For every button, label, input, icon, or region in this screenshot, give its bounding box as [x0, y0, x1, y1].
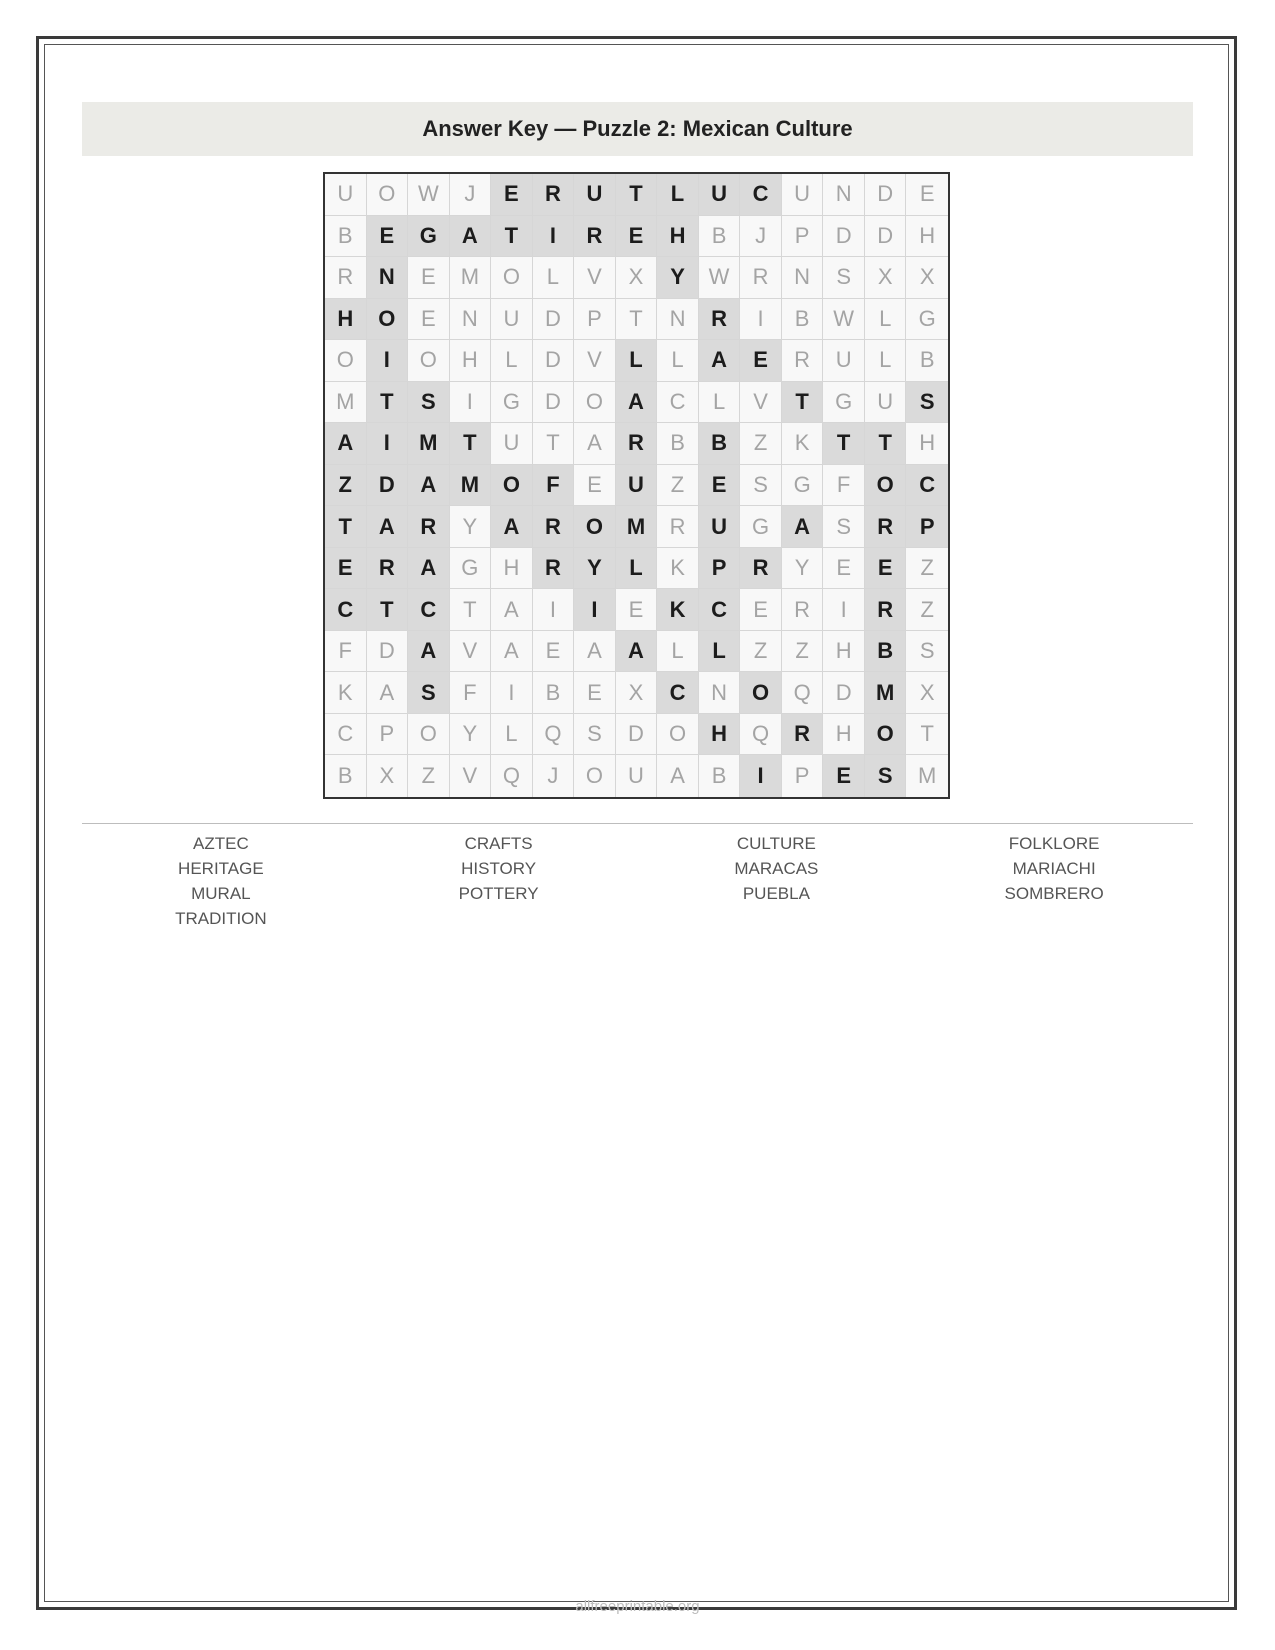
grid-cell: G — [782, 465, 824, 507]
grid-cell: U — [325, 174, 367, 216]
grid-cell: M — [408, 423, 450, 465]
grid-cell: X — [906, 672, 948, 714]
grid-cell: L — [699, 631, 741, 673]
grid-cell: E — [906, 174, 948, 216]
grid-cell: L — [865, 340, 907, 382]
grid-cell: D — [533, 340, 575, 382]
grid-cell: S — [906, 382, 948, 424]
grid-cell: X — [367, 755, 409, 797]
grid-cell: S — [740, 465, 782, 507]
grid-cell: U — [616, 465, 658, 507]
grid-cell: R — [865, 589, 907, 631]
grid-cell: L — [491, 340, 533, 382]
word-list-item: HISTORY — [461, 859, 537, 878]
grid-cell: D — [367, 631, 409, 673]
grid-cell: B — [699, 423, 741, 465]
grid-cell: U — [782, 174, 824, 216]
grid-cell: H — [906, 423, 948, 465]
grid-cell: R — [408, 506, 450, 548]
grid-cell: O — [574, 382, 616, 424]
grid-cell: Q — [533, 714, 575, 756]
grid-cell: E — [616, 589, 658, 631]
grid-cell: G — [450, 548, 492, 590]
grid-cell: P — [574, 299, 616, 341]
grid-cell: B — [906, 340, 948, 382]
grid-cell: S — [408, 382, 450, 424]
grid-cell: T — [491, 216, 533, 258]
grid-cell: B — [699, 216, 741, 258]
grid-cell: Z — [782, 631, 824, 673]
grid-cell: A — [616, 631, 658, 673]
grid-cell: U — [616, 755, 658, 797]
grid-cell: R — [782, 340, 824, 382]
grid-cell: E — [408, 299, 450, 341]
grid-cell: R — [782, 589, 824, 631]
grid-cell: T — [782, 382, 824, 424]
grid-cell: O — [408, 714, 450, 756]
grid-cell: O — [491, 257, 533, 299]
grid-cell: B — [325, 755, 367, 797]
grid-cell: B — [865, 631, 907, 673]
grid-cell: E — [533, 631, 575, 673]
grid-cell: A — [782, 506, 824, 548]
grid-cell: L — [865, 299, 907, 341]
grid-cell: L — [616, 340, 658, 382]
grid-cell: C — [906, 465, 948, 507]
grid-cell: V — [574, 257, 616, 299]
grid-cell: P — [906, 506, 948, 548]
grid-cell: K — [657, 589, 699, 631]
grid-cell: D — [533, 382, 575, 424]
grid-cell: L — [699, 382, 741, 424]
grid-cell: Z — [906, 589, 948, 631]
grid-cell: H — [450, 340, 492, 382]
grid-cell: E — [699, 465, 741, 507]
grid-cell: S — [906, 631, 948, 673]
page-title: Answer Key — Puzzle 2: Mexican Culture — [422, 116, 853, 141]
word-list-item: FOLKLORE — [1008, 834, 1100, 853]
grid-cell: C — [657, 672, 699, 714]
grid-cell: P — [699, 548, 741, 590]
grid-cell: K — [782, 423, 824, 465]
grid-cell: S — [574, 714, 616, 756]
word-list-item: HERITAGE — [178, 859, 264, 878]
grid-cell: T — [865, 423, 907, 465]
grid-cell: U — [699, 506, 741, 548]
grid-cell: Q — [491, 755, 533, 797]
grid-cell: X — [616, 672, 658, 714]
grid-cell: B — [533, 672, 575, 714]
grid-cell: E — [325, 548, 367, 590]
grid-cell: O — [657, 714, 699, 756]
grid-cell: R — [533, 506, 575, 548]
grid-cell: X — [616, 257, 658, 299]
grid-cell: A — [491, 631, 533, 673]
grid-cell: M — [450, 465, 492, 507]
grid-cell: T — [616, 174, 658, 216]
grid-cell: O — [740, 672, 782, 714]
word-list-item: POTTERY — [458, 884, 539, 903]
grid-cell: Y — [782, 548, 824, 590]
grid-cell: S — [865, 755, 907, 797]
grid-cell: G — [740, 506, 782, 548]
grid-cell: J — [533, 755, 575, 797]
grid-cell: I — [491, 672, 533, 714]
word-list-item: TRADITION — [175, 909, 267, 928]
grid-cell: E — [823, 548, 865, 590]
grid-cell: V — [450, 631, 492, 673]
grid-cell: V — [740, 382, 782, 424]
grid-cell: Y — [574, 548, 616, 590]
grid-cell: L — [533, 257, 575, 299]
grid-cell: M — [450, 257, 492, 299]
grid-cell: Z — [408, 755, 450, 797]
grid-cell: C — [325, 714, 367, 756]
grid-cell: O — [491, 465, 533, 507]
footer-url: allfreeprintable.org — [575, 1598, 700, 1615]
grid-cell: R — [574, 216, 616, 258]
grid-cell: T — [616, 299, 658, 341]
grid-cell: F — [533, 465, 575, 507]
grid-cell: G — [906, 299, 948, 341]
grid-cell: O — [408, 340, 450, 382]
grid-cell: I — [574, 589, 616, 631]
grid-cell: L — [616, 548, 658, 590]
grid-cell: A — [408, 631, 450, 673]
grid-cell: Q — [782, 672, 824, 714]
grid-cell: C — [740, 174, 782, 216]
grid-cell: R — [367, 548, 409, 590]
grid-cell: Y — [657, 257, 699, 299]
grid-cell: T — [367, 382, 409, 424]
grid-cell: I — [367, 423, 409, 465]
title-bar — [82, 102, 1193, 156]
grid-cell: E — [823, 755, 865, 797]
word-list-item: SOMBRERO — [1004, 884, 1104, 903]
grid-cell: A — [657, 755, 699, 797]
grid-cell: O — [865, 465, 907, 507]
grid-cell: N — [657, 299, 699, 341]
grid-cell: E — [491, 174, 533, 216]
grid-cell: A — [574, 631, 616, 673]
grid-cell: Y — [450, 714, 492, 756]
grid-cell: I — [740, 299, 782, 341]
grid-cell: I — [450, 382, 492, 424]
word-list-item: PUEBLA — [742, 884, 810, 903]
grid-cell: T — [450, 589, 492, 631]
grid-cell: N — [699, 672, 741, 714]
grid-cell: A — [408, 465, 450, 507]
grid-cell: A — [367, 672, 409, 714]
grid-cell: A — [491, 589, 533, 631]
grid-cell: A — [491, 506, 533, 548]
grid-cell: U — [865, 382, 907, 424]
grid-cell: M — [865, 672, 907, 714]
grid-cell: E — [574, 672, 616, 714]
grid-cell: I — [740, 755, 782, 797]
grid-cell: U — [491, 299, 533, 341]
grid-cell: C — [657, 382, 699, 424]
grid-cell: A — [450, 216, 492, 258]
grid-cell: T — [906, 714, 948, 756]
grid-cell: N — [823, 174, 865, 216]
grid-cell: O — [574, 506, 616, 548]
grid-cell: P — [782, 216, 824, 258]
grid-cell: E — [574, 465, 616, 507]
grid-cell: D — [865, 174, 907, 216]
word-list-item: MARACAS — [734, 859, 819, 878]
grid-cell: H — [491, 548, 533, 590]
word-list-item: CULTURE — [736, 834, 816, 853]
grid-cell: S — [408, 672, 450, 714]
grid-cell: H — [906, 216, 948, 258]
grid-cell: G — [823, 382, 865, 424]
grid-cell: R — [533, 174, 575, 216]
grid-cell: R — [865, 506, 907, 548]
grid-cell: H — [699, 714, 741, 756]
grid-cell: T — [533, 423, 575, 465]
grid-cell: O — [325, 340, 367, 382]
grid-cell: H — [325, 299, 367, 341]
grid-cell: T — [325, 506, 367, 548]
grid-cell: A — [574, 423, 616, 465]
word-list-item: MURAL — [191, 884, 251, 903]
grid-cell: F — [823, 465, 865, 507]
grid-cell: K — [325, 672, 367, 714]
grid-cell: T — [367, 589, 409, 631]
grid-cell: O — [574, 755, 616, 797]
grid-cell: W — [699, 257, 741, 299]
grid-cell: E — [367, 216, 409, 258]
grid-cell: K — [657, 548, 699, 590]
grid-cell: F — [450, 672, 492, 714]
grid-cell: G — [408, 216, 450, 258]
grid-cell: Q — [740, 714, 782, 756]
grid-cell: C — [408, 589, 450, 631]
divider — [82, 823, 1193, 824]
word-list-item: AZTEC — [193, 834, 249, 853]
grid-cell: L — [657, 631, 699, 673]
grid-cell: R — [699, 299, 741, 341]
grid-cell: P — [367, 714, 409, 756]
grid-cell: Y — [450, 506, 492, 548]
grid-cell: L — [657, 174, 699, 216]
grid-cell: C — [325, 589, 367, 631]
grid-cell: H — [657, 216, 699, 258]
grid-cell: F — [325, 631, 367, 673]
grid-cell: E — [740, 340, 782, 382]
grid-cell: U — [491, 423, 533, 465]
grid-cell: H — [823, 631, 865, 673]
word-list-item: MARIACHI — [1012, 859, 1096, 878]
grid-cell: U — [574, 174, 616, 216]
grid-cell: V — [574, 340, 616, 382]
grid-cell: N — [450, 299, 492, 341]
grid-cell: E — [740, 589, 782, 631]
grid-cell: D — [533, 299, 575, 341]
grid-cell: W — [823, 299, 865, 341]
grid-cell: I — [367, 340, 409, 382]
grid-cell: O — [367, 174, 409, 216]
grid-cell: X — [865, 257, 907, 299]
grid-cell: D — [865, 216, 907, 258]
grid-cell: R — [533, 548, 575, 590]
grid-cell: B — [782, 299, 824, 341]
grid-cell: U — [823, 340, 865, 382]
grid-cell: A — [367, 506, 409, 548]
grid-cell: I — [533, 216, 575, 258]
grid-cell: B — [325, 216, 367, 258]
grid-cell: V — [450, 755, 492, 797]
grid-cell: N — [782, 257, 824, 299]
grid-cell: J — [740, 216, 782, 258]
grid-cell: A — [325, 423, 367, 465]
grid-cell: D — [823, 672, 865, 714]
word-search-grid — [323, 172, 950, 799]
word-list — [82, 834, 1193, 928]
grid-cell: S — [823, 257, 865, 299]
grid-cell: M — [325, 382, 367, 424]
grid-cell: Z — [657, 465, 699, 507]
grid-cell: M — [616, 506, 658, 548]
grid-cell: Z — [740, 423, 782, 465]
grid-cell: C — [699, 589, 741, 631]
grid-cell: S — [823, 506, 865, 548]
grid-cell: X — [906, 257, 948, 299]
grid-cell: D — [616, 714, 658, 756]
grid-cell: E — [616, 216, 658, 258]
grid-cell: W — [408, 174, 450, 216]
grid-cell: M — [906, 755, 948, 797]
grid-cell: R — [740, 257, 782, 299]
grid-cell: B — [657, 423, 699, 465]
grid-cell: E — [865, 548, 907, 590]
grid-cell: P — [782, 755, 824, 797]
grid-cell: N — [367, 257, 409, 299]
grid-cell: E — [408, 257, 450, 299]
grid-cell: T — [823, 423, 865, 465]
grid-cell: D — [823, 216, 865, 258]
grid-cell: A — [699, 340, 741, 382]
grid-cell: R — [740, 548, 782, 590]
grid-cell: I — [533, 589, 575, 631]
grid-cell: O — [367, 299, 409, 341]
grid-cell: T — [450, 423, 492, 465]
grid-cell: D — [367, 465, 409, 507]
grid-cell: H — [823, 714, 865, 756]
grid-cell: Z — [740, 631, 782, 673]
grid-cell: O — [865, 714, 907, 756]
word-list-item: CRAFTS — [464, 834, 533, 853]
grid-cell: L — [657, 340, 699, 382]
grid-cell: R — [616, 423, 658, 465]
grid-cell: R — [657, 506, 699, 548]
grid-cell: A — [616, 382, 658, 424]
grid-cell: L — [491, 714, 533, 756]
grid-cell: U — [699, 174, 741, 216]
grid-cell: B — [699, 755, 741, 797]
grid-cell: J — [450, 174, 492, 216]
grid-cell: I — [823, 589, 865, 631]
grid-cell: R — [782, 714, 824, 756]
grid-cell: Z — [906, 548, 948, 590]
grid-cell: A — [408, 548, 450, 590]
grid-cell: Z — [325, 465, 367, 507]
grid-cell: R — [325, 257, 367, 299]
grid-cell: G — [491, 382, 533, 424]
